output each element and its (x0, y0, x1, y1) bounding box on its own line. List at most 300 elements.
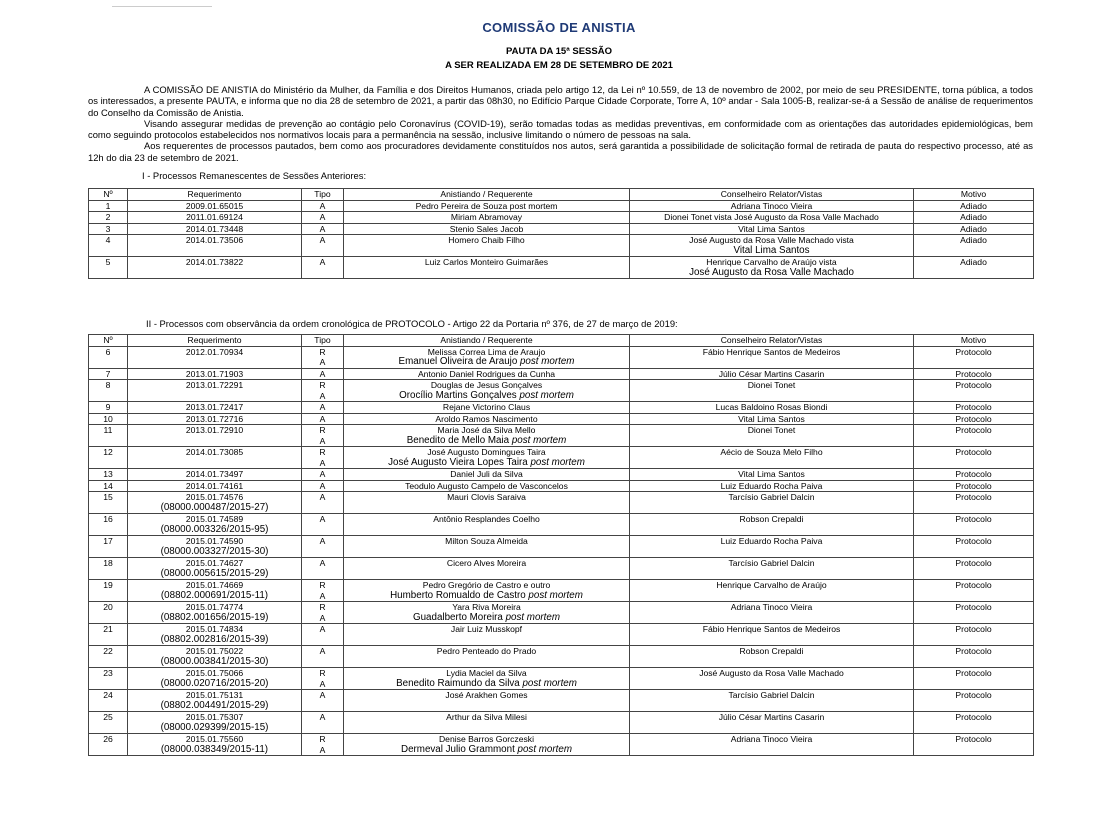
protocol-processes-table (88, 334, 1034, 756)
request-cell (128, 425, 302, 447)
reason-cell (914, 223, 1034, 235)
type-code: A (319, 235, 326, 245)
table-row (89, 447, 1034, 469)
request-cell (128, 413, 302, 425)
reason-text: Protocolo (955, 380, 992, 390)
reason-text: Adiado (960, 223, 987, 234)
type-cell (302, 200, 344, 212)
reason-cell (914, 425, 1034, 447)
column-header: Nº (89, 335, 128, 347)
column-header: Requerimento (128, 189, 302, 201)
type-code: A (319, 624, 326, 634)
applicant-cell (344, 447, 630, 469)
applicant-cell (344, 425, 630, 447)
deceased-line (346, 679, 627, 690)
type-code: A (319, 200, 326, 211)
deceased-line (346, 613, 627, 624)
reason-text: Protocolo (955, 368, 992, 379)
deceased-name: Benedito Raimundo da Silva (396, 677, 523, 689)
rapporteur-name: Dionei Tonet (747, 425, 796, 435)
reason-text: Adiado (960, 200, 987, 211)
type-cell (302, 514, 344, 536)
process-number: (08802.000691/2015-11) (160, 589, 269, 601)
type-code: R (319, 734, 326, 744)
table-row (89, 469, 1034, 481)
type-code: A (319, 357, 326, 367)
request-cell (128, 447, 302, 469)
document-title: COMISSÃO DE ANISTIA (482, 20, 636, 35)
rapporteur-name: Júlio César Martins Casarin (718, 712, 825, 722)
reason-text: Protocolo (955, 402, 992, 412)
post-mortem-label: post mortem (519, 356, 575, 367)
deceased-line (346, 458, 627, 469)
type-cell (302, 712, 344, 734)
rapporteur-cell (630, 734, 914, 756)
row-number-cell (89, 425, 128, 447)
row-number-cell (89, 368, 128, 380)
process-number: (08802.001656/2015-19) (160, 611, 269, 623)
rapporteur-cell (630, 690, 914, 712)
table-row (89, 734, 1034, 756)
applicant-name: Miriam Abramovay (450, 212, 523, 222)
column-header: Nº (89, 189, 128, 201)
reason-text: Adiado (960, 235, 987, 245)
reason-text: Protocolo (955, 712, 992, 722)
type-cell (302, 425, 344, 447)
row-number: 7 (105, 368, 111, 379)
request-cell (128, 368, 302, 380)
table-row (89, 646, 1034, 668)
column-header: Anistiando / Requerente (344, 335, 630, 347)
deceased-line (346, 436, 627, 447)
type-code: A (319, 469, 326, 479)
rapporteur-name: Robson Crepaldi (739, 514, 804, 524)
type-cell (302, 257, 344, 279)
request-cell (128, 200, 302, 212)
type-code: R (319, 580, 326, 590)
request-number: 2014.01.74161 (185, 480, 244, 491)
table-row (89, 380, 1034, 402)
rapporteur-name: Luiz Eduardo Rocha Paiva (720, 536, 823, 546)
type-cell (302, 536, 344, 558)
reason-cell (914, 469, 1034, 481)
row-number-cell (89, 480, 128, 492)
type-code: A (319, 212, 326, 222)
table-row (89, 492, 1034, 514)
column-header: Conselheiro Relator/Vistas (630, 335, 914, 347)
request-number: 2013.01.71903 (185, 368, 244, 379)
table-row (89, 690, 1034, 712)
rapporteur-cell (630, 413, 914, 425)
type-code: A (319, 492, 326, 502)
applicant-name: Arthur da Silva Milesi (446, 712, 527, 722)
request-cell (128, 690, 302, 712)
reason-cell (914, 712, 1034, 734)
row-number: 3 (105, 223, 111, 234)
request-cell (128, 257, 302, 279)
request-number: 2014.01.73822 (185, 257, 244, 267)
reason-cell (914, 368, 1034, 380)
rapporteur-name: Henrique Carvalho de Araújo (716, 580, 827, 590)
applicant-cell (344, 558, 630, 580)
applicant-cell (344, 646, 630, 668)
post-mortem-label: post mortem (522, 677, 577, 689)
rapporteur-cell (630, 425, 914, 447)
rapporteur-cell (630, 368, 914, 380)
reason-text: Protocolo (955, 646, 992, 656)
type-cell (302, 668, 344, 690)
type-code: R (319, 380, 326, 390)
section-2-heading: II - Processos com observância da ordem cronológica de PROTOCOLO - Artigo 22 da Portaria nº 376, de 27 de março de 2019: (146, 318, 678, 329)
reason-text: Protocolo (955, 480, 992, 491)
column-header: Anistiando / Requerente (344, 189, 630, 201)
rapporteur-name: Aécio de Souza Melo Filho (720, 447, 823, 457)
applicant-cell (344, 368, 630, 380)
deceased-name: Emanuel Oliveira de Araujo (398, 356, 520, 367)
applicant-name: Cicero Alves Moreira (446, 558, 527, 568)
applicant-cell (344, 212, 630, 224)
row-number-cell (89, 580, 128, 602)
post-mortem-label: post mortem (505, 611, 561, 623)
deceased-name: Humberto Romualdo de Castro (390, 589, 529, 601)
process-number: (08000.005615/2015-29) (160, 567, 269, 579)
request-number: 2015.01.74627 (185, 558, 244, 568)
rapporteur-name: Júlio César Martins Casarin (718, 368, 825, 379)
applicant-cell (344, 200, 630, 212)
applicant-cell (344, 492, 630, 514)
intro-paragraph: A COMISSÃO DE ANISTIA do Ministério da Mulher, da Família e dos Direitos Humanos, criada pelo artigo 12, da Lei nº 10.559, de 13 de novembro de 2002, por meio de seu PRESIDENTE, torna pública, a todos os interessados, a presente PAUTA, e informa que no dia 28 de setembro de 2021, a partir das 08h30, no Edifício Parque Cidade Corporate, Torre A, 10º andar - Sala 1005-B, realizar-se-á a Sessão de análise de requerimentos do Conselho da Comissão de Anistia. (88, 84, 1033, 118)
type-cell (302, 580, 344, 602)
row-number: 8 (105, 380, 111, 390)
reason-text: Protocolo (955, 514, 992, 524)
rapporteur-cell (630, 200, 914, 212)
process-number: (08802.004491/2015-29) (160, 699, 269, 711)
type-code: A (319, 402, 326, 412)
type-code: A (319, 744, 326, 755)
table-row (89, 235, 1034, 257)
row-number-cell (89, 536, 128, 558)
reason-text: Protocolo (955, 346, 992, 357)
applicant-name: Pedro Gregório de Castro e outro (422, 580, 551, 590)
type-cell (302, 380, 344, 402)
row-number-cell (89, 514, 128, 536)
applicant-name: José Arakhen Gomes (445, 690, 528, 700)
request-number: 2015.01.74774 (185, 602, 244, 612)
reason-cell (914, 624, 1034, 646)
applicant-name: Douglas de Jesus Gonçalves (430, 380, 543, 390)
rapporteur-cell (630, 469, 914, 481)
applicant-cell (344, 223, 630, 235)
type-cell (302, 624, 344, 646)
type-code: A (319, 413, 326, 424)
reason-cell (914, 235, 1034, 257)
table-row (89, 558, 1034, 580)
applicant-name: Yara Riva Moreira (452, 602, 521, 612)
rapporteur-cell (630, 624, 914, 646)
row-number: 20 (103, 602, 113, 612)
request-number: 2014.01.73085 (185, 447, 244, 457)
type-cell (302, 480, 344, 492)
request-cell (128, 536, 302, 558)
rapporteur-cell (630, 536, 914, 558)
row-number: 5 (105, 257, 111, 267)
type-cell (302, 646, 344, 668)
table-row (89, 624, 1034, 646)
process-number: (08000.020716/2015-20) (160, 677, 269, 689)
row-number: 26 (103, 734, 113, 744)
row-number: 17 (103, 536, 113, 546)
type-code: A (319, 612, 326, 623)
table-row (89, 402, 1034, 414)
type-cell (302, 602, 344, 624)
reason-cell (914, 200, 1034, 212)
table-header-row (89, 189, 1034, 201)
remaining-processes-table (88, 188, 1034, 279)
type-code: A (319, 435, 326, 446)
deceased-name: Dermeval Julio Grammont (401, 743, 518, 755)
reason-text: Protocolo (955, 580, 992, 590)
table-row (89, 368, 1034, 380)
applicant-cell (344, 413, 630, 425)
request-number: 2015.01.74576 (185, 492, 244, 502)
rapporteur-cell (630, 235, 914, 257)
reason-text: Protocolo (955, 668, 992, 678)
applicant-name: Jair Luiz Musskopf (450, 624, 523, 634)
row-number: 19 (103, 580, 113, 590)
rapporteur-cell (630, 712, 914, 734)
deceased-line (346, 357, 627, 368)
reason-cell (914, 480, 1034, 492)
request-number: 2015.01.74669 (185, 580, 244, 590)
reason-text: Adiado (960, 212, 987, 222)
deceased-name: Orocílio Martins Gonçalves (399, 389, 520, 401)
row-number-cell (89, 447, 128, 469)
type-cell (302, 235, 344, 257)
rapporteur-cell (630, 402, 914, 414)
rapporteur-name: Adriana Tinoco Vieira (730, 602, 813, 612)
row-number: 12 (103, 447, 113, 457)
request-number: 2015.01.75131 (185, 690, 244, 700)
table-row (89, 413, 1034, 425)
type-cell (302, 223, 344, 235)
applicant-name: Melissa Correa Lima de Araujo (427, 346, 546, 357)
reason-cell (914, 257, 1034, 279)
request-number: 2013.01.72716 (185, 413, 244, 424)
reason-cell (914, 212, 1034, 224)
row-number-cell (89, 380, 128, 402)
rapporteur-cell (630, 223, 914, 235)
process-number: (08000.038349/2015-11) (160, 743, 269, 755)
reason-cell (914, 413, 1034, 425)
applicant-cell (344, 380, 630, 402)
request-cell (128, 734, 302, 756)
type-code: A (319, 368, 326, 379)
process-number: (08000.003326/2015-95) (160, 523, 269, 535)
type-code: A (319, 536, 326, 546)
request-number: 2012.01.70934 (185, 346, 244, 357)
deceased-name: José Augusto Vieira Lopes Taira (388, 456, 531, 468)
row-number: 24 (103, 690, 113, 700)
post-mortem-label: post mortem (511, 434, 567, 446)
deceased-name: Benedito de Mello Maia (406, 434, 512, 446)
post-mortem-label: post mortem (528, 589, 583, 601)
reason-text: Protocolo (955, 734, 992, 744)
reason-text: Adiado (960, 257, 987, 267)
rapporteur-cell (630, 492, 914, 514)
reason-cell (914, 492, 1034, 514)
row-number-cell (89, 668, 128, 690)
applicant-name: José Augusto Domingues Taira (427, 447, 546, 457)
request-number: 2015.01.74590 (185, 536, 244, 546)
row-number-cell (89, 602, 128, 624)
reason-cell (914, 346, 1034, 368)
request-cell (128, 668, 302, 690)
applicant-name: Lydia Maciel da Silva (446, 668, 527, 678)
type-code: R (319, 425, 326, 435)
process-number: (08000.003841/2015-30) (160, 655, 269, 667)
applicant-name: Antonio Daniel Rodrigues da Cunha (417, 368, 556, 379)
rapporteur-cell (630, 346, 914, 368)
request-cell (128, 514, 302, 536)
rapporteur-cell (630, 602, 914, 624)
deceased-line (346, 745, 627, 756)
applicant-cell (344, 734, 630, 756)
rapporteur-cell (630, 212, 914, 224)
table-row (89, 536, 1034, 558)
rapporteur-name: José Augusto da Rosa Valle Machado (699, 668, 844, 678)
row-number: 9 (105, 402, 111, 412)
row-number: 14 (103, 480, 113, 491)
request-cell (128, 492, 302, 514)
type-cell (302, 558, 344, 580)
column-header: Conselheiro Relator/Vistas (630, 189, 914, 201)
row-number: 2 (105, 212, 111, 222)
reason-cell (914, 646, 1034, 668)
reason-cell (914, 536, 1034, 558)
reason-text: Protocolo (955, 624, 992, 634)
applicant-name: Milton Souza Almeida (445, 536, 528, 546)
request-number: 2014.01.73497 (185, 469, 244, 479)
row-number: 15 (103, 492, 113, 502)
row-number-cell (89, 223, 128, 235)
rapporteur-view-name: Vital Lima Santos (733, 244, 810, 256)
process-number: (08000.029399/2015-15) (160, 721, 269, 733)
reason-text: Protocolo (955, 425, 992, 435)
applicant-name: Denise Barros Gorczeski (438, 734, 535, 744)
request-cell (128, 380, 302, 402)
rapporteur-name: Luiz Eduardo Rocha Paiva (720, 480, 823, 491)
applicant-name: Pedro Penteado do Prado (436, 646, 537, 656)
row-number-cell (89, 690, 128, 712)
applicant-name: Luiz Carlos Monteiro Guimarães (424, 257, 549, 267)
type-cell (302, 469, 344, 481)
rapporteur-name: Henrique Carvalho de Araújo vista (706, 257, 837, 267)
reason-cell (914, 690, 1034, 712)
reason-cell (914, 580, 1034, 602)
rapporteur-cell (630, 580, 914, 602)
type-code: A (319, 480, 326, 491)
table-row (89, 425, 1034, 447)
reason-cell (914, 602, 1034, 624)
row-number-cell (89, 212, 128, 224)
intro-text (88, 84, 1033, 163)
table-row (89, 223, 1034, 235)
type-code: R (319, 447, 326, 457)
deceased-line (346, 391, 627, 402)
rapporteur-name: Robson Crepaldi (739, 646, 804, 656)
row-number: 11 (103, 425, 113, 435)
table-row (89, 602, 1034, 624)
applicant-name: Daniel Juli da Silva (450, 469, 523, 479)
rapporteur-name: Tarcísio Gabriel Dalcin (728, 690, 815, 700)
rapporteur-name: Vital Lima Santos (738, 413, 805, 424)
row-number: 16 (103, 514, 113, 524)
table-row (89, 346, 1034, 368)
top-rule (112, 6, 212, 7)
applicant-name: Pedro Pereira de Souza post mortem (415, 200, 558, 211)
rapporteur-name: José Augusto da Rosa Valle Machado vista (689, 235, 854, 245)
type-cell (302, 690, 344, 712)
post-mortem-label: post mortem (530, 456, 585, 468)
table-row (89, 668, 1034, 690)
request-number: 2013.01.72417 (185, 402, 244, 412)
request-cell (128, 558, 302, 580)
applicant-cell (344, 257, 630, 279)
row-number-cell (89, 469, 128, 481)
rapporteur-name: Lucas Baldoino Rosas Biondi (715, 402, 828, 412)
applicant-cell (344, 469, 630, 481)
row-number-cell (89, 413, 128, 425)
rapporteur-name: Fábio Henrique Santos de Medeiros (702, 346, 841, 357)
request-number: 2013.01.72910 (185, 425, 244, 435)
rapporteur-name: Adriana Tinoco Vieira (730, 200, 813, 211)
request-number: 2015.01.74589 (185, 514, 244, 524)
request-cell (128, 480, 302, 492)
applicant-name: Rejane Victorino Claus (442, 402, 531, 412)
applicant-cell (344, 402, 630, 414)
row-number-cell (89, 346, 128, 368)
rapporteur-cell (630, 514, 914, 536)
request-cell (128, 235, 302, 257)
rapporteur-cell (630, 558, 914, 580)
type-code: A (319, 390, 326, 401)
request-number: 2015.01.75307 (185, 712, 244, 722)
request-number: 2014.01.73506 (185, 235, 244, 245)
reason-text: Protocolo (955, 536, 992, 546)
reason-text: Protocolo (955, 469, 992, 479)
request-cell (128, 212, 302, 224)
type-code: A (319, 678, 326, 689)
type-cell (302, 346, 344, 368)
applicant-cell (344, 580, 630, 602)
applicant-name: Teodulo Augusto Campelo de Vasconcelos (405, 480, 568, 491)
applicant-cell (344, 602, 630, 624)
table-row (89, 514, 1034, 536)
type-cell (302, 447, 344, 469)
request-cell (128, 602, 302, 624)
applicant-name: Antônio Resplandes Coelho (433, 514, 540, 524)
post-mortem-label: post mortem (519, 389, 574, 401)
reason-text: Protocolo (955, 690, 992, 700)
row-number: 22 (103, 646, 113, 656)
type-code: R (319, 668, 326, 678)
row-number: 13 (103, 469, 113, 479)
rapporteur-cell (630, 646, 914, 668)
applicant-cell (344, 712, 630, 734)
applicant-cell (344, 235, 630, 257)
request-cell (128, 223, 302, 235)
post-mortem-label: post mortem (517, 743, 572, 755)
